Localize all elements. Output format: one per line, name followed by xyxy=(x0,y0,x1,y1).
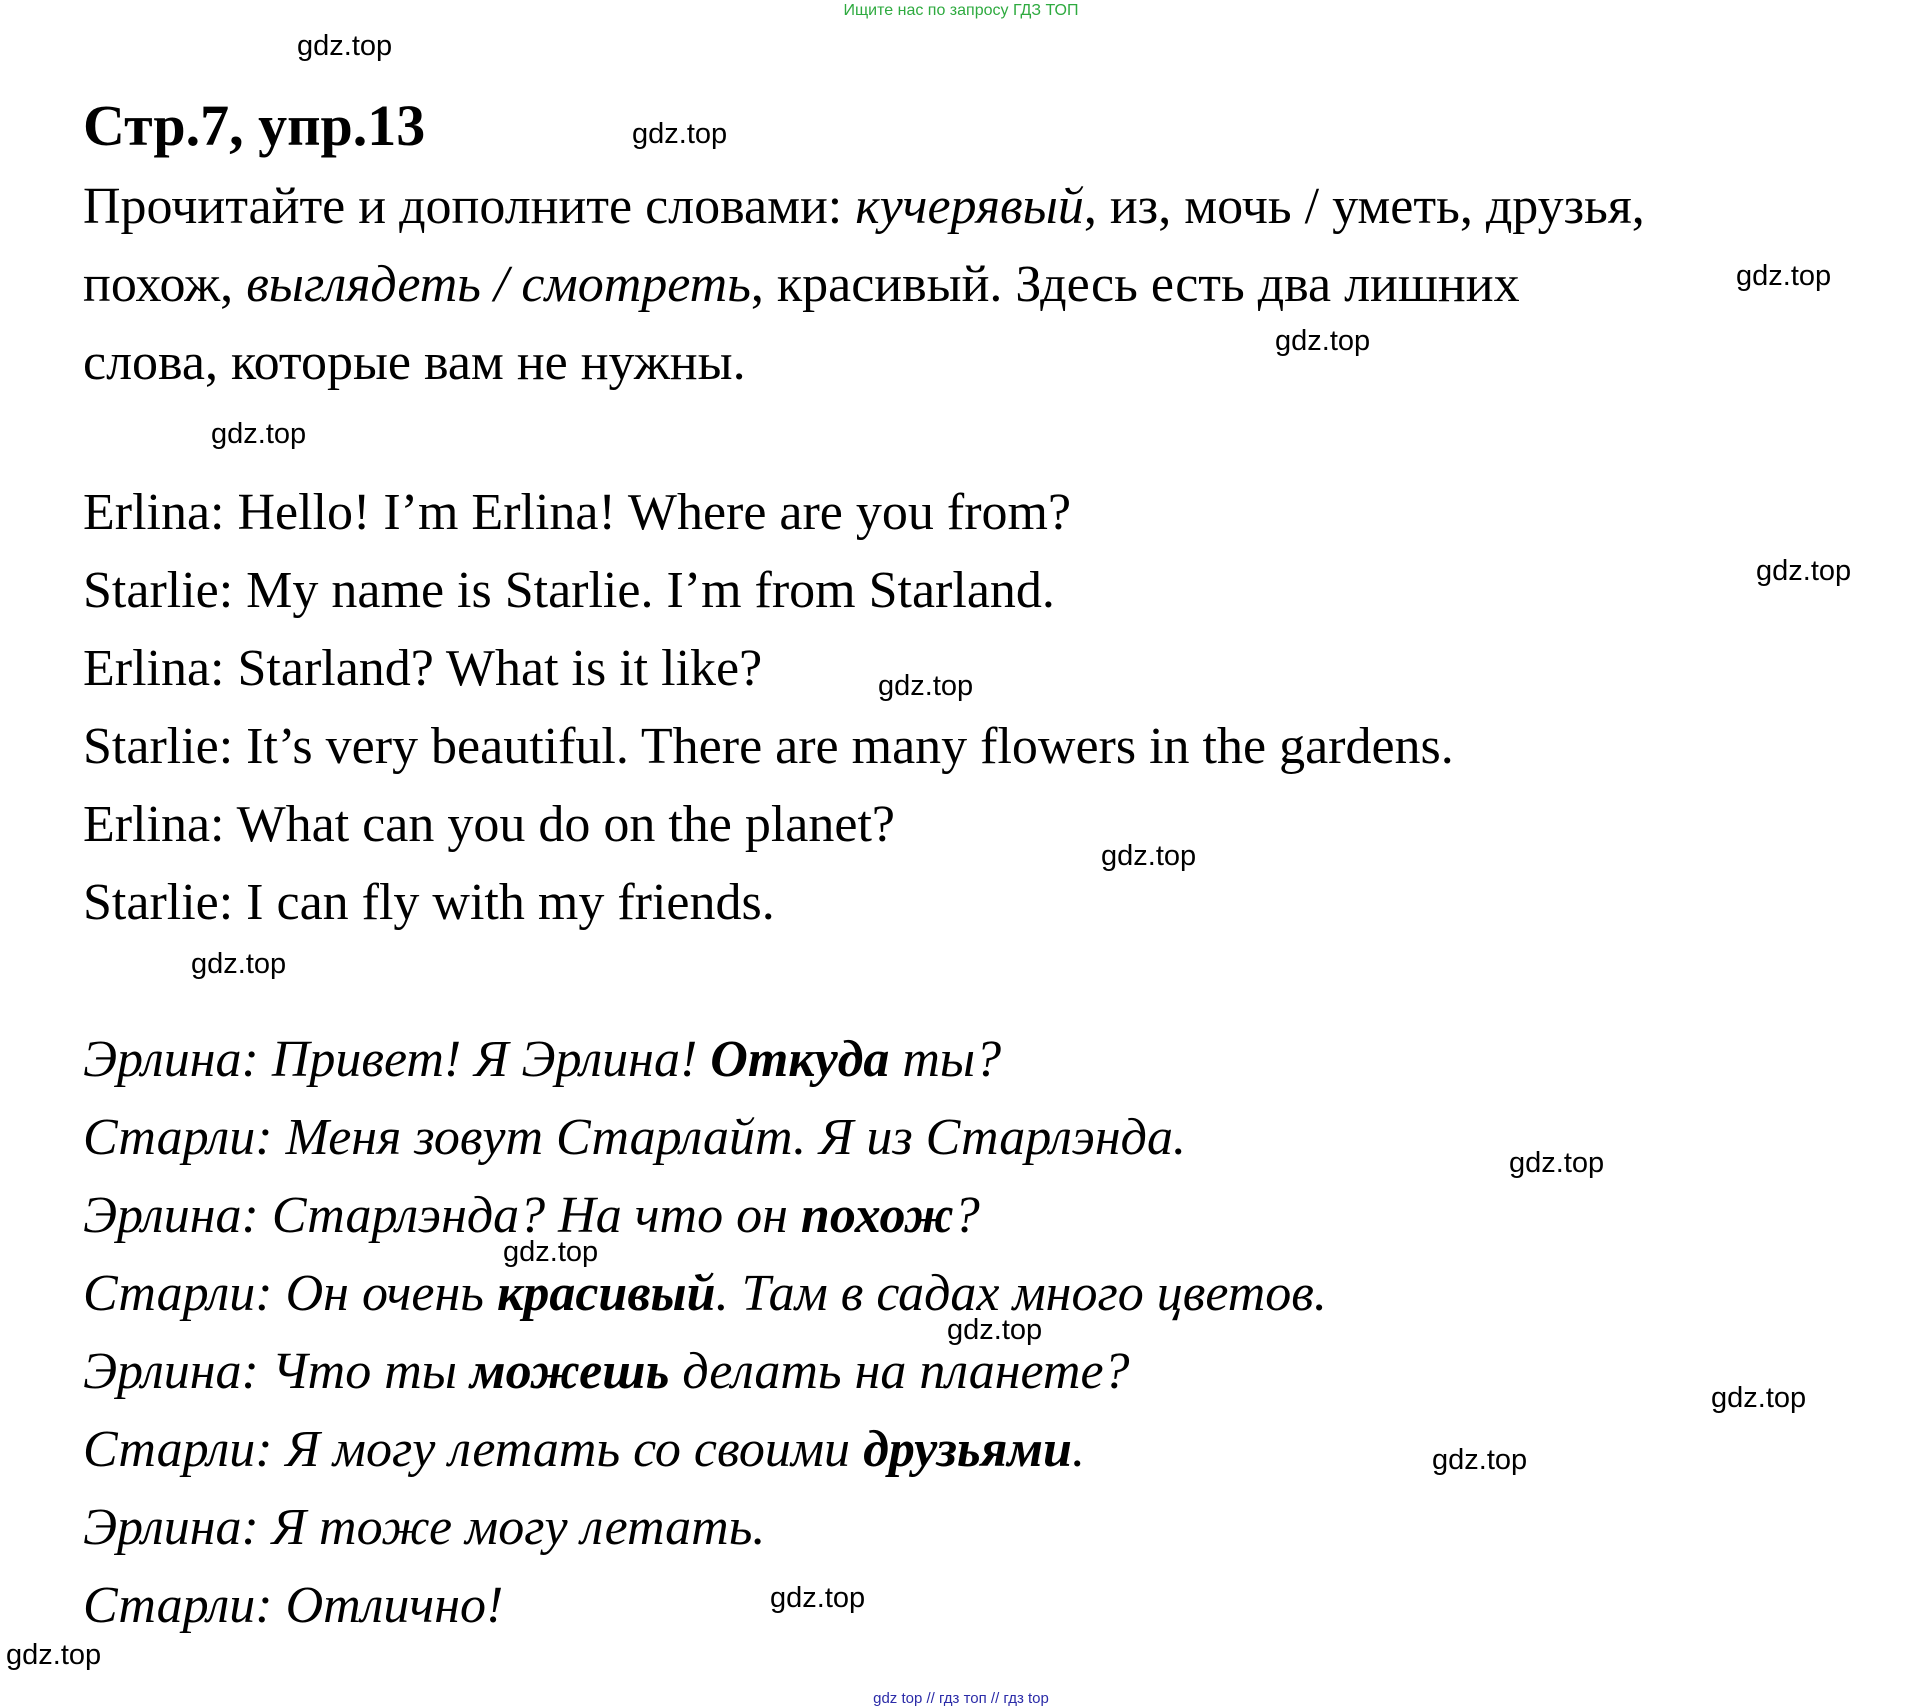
ru-text: Эрлина: Что ты xyxy=(83,1343,471,1400)
watermark: gdz.top xyxy=(503,1236,599,1268)
watermark: gdz.top xyxy=(1101,840,1197,872)
watermark: gdz.top xyxy=(297,30,393,62)
dialogue-line-en: Starlie: I can fly with my friends. xyxy=(83,874,775,931)
watermark: gdz.top xyxy=(1756,555,1852,587)
ru-text: . Там в садах много цветов. xyxy=(715,1265,1327,1322)
watermark: gdz.top xyxy=(878,670,974,702)
page-title: Стр.7, упр.13 xyxy=(83,93,426,158)
instruction-text: похож, xyxy=(83,256,247,313)
ru-text: Старли: Меня зовут Старлайт. Я из Старлэнда. xyxy=(83,1109,1186,1166)
ru-text: Старли: Он очень xyxy=(83,1265,497,1322)
instruction-text: Прочитайте и дополните словами: xyxy=(83,178,856,235)
ru-text: Эрлина: Привет! Я Эрлина! xyxy=(83,1031,711,1088)
dialogue-line-en: Erlina: Hello! I’m Erlina! Where are you from? xyxy=(83,484,1072,541)
watermark: gdz.top xyxy=(1275,325,1371,357)
watermark: gdz.top xyxy=(1711,1382,1807,1414)
ru-text: ты? xyxy=(889,1031,1002,1088)
word-look: выглядеть / смотреть xyxy=(246,256,751,313)
word-curly: кучерявый xyxy=(855,178,1084,235)
dialogue-line-ru xyxy=(83,1264,1327,1323)
ru-answer: похож xyxy=(800,1187,954,1244)
ru-text: Старли: Я могу летать со своими xyxy=(83,1421,864,1478)
ru-answer: можешь xyxy=(470,1343,670,1400)
ru-answer: красивый xyxy=(496,1265,716,1322)
dialogue-line-en: Erlina: Starland? What is it like? xyxy=(83,640,763,697)
dialogue-line-ru xyxy=(83,1108,1186,1167)
instruction-line-3: слова, которые вам не нужны. xyxy=(83,334,746,391)
watermark: gdz.top xyxy=(1736,260,1832,292)
instruction-text: , из, мочь / уметь, друзья, xyxy=(1083,178,1645,235)
watermark: gdz.top xyxy=(947,1314,1043,1346)
dialogue-line-ru xyxy=(83,1576,503,1635)
instruction-line-2 xyxy=(83,246,1520,324)
ru-text: Эрлина: Я тоже могу летать. xyxy=(83,1499,766,1556)
watermark: gdz.top xyxy=(191,948,287,980)
ru-text: Эрлина: Старлэнда? На что он xyxy=(83,1187,801,1244)
watermark: gdz.top xyxy=(211,418,307,450)
top-banner: Ищите нас по запросу ГДЗ ТОП xyxy=(843,2,1079,19)
dialogue-line-en: Starlie: It’s very beautiful. There are many flowers in the gardens. xyxy=(83,718,1454,775)
ru-answer: Откуда xyxy=(710,1031,890,1088)
dialogue-line-en: Erlina: What can you do on the planet? xyxy=(83,796,895,853)
dialogue-line-ru xyxy=(83,1498,765,1557)
ru-text: . xyxy=(1071,1421,1085,1478)
ru-text: Старли: Отлично! xyxy=(83,1577,504,1634)
dialogue-line-ru xyxy=(83,1030,1001,1089)
dialogue-line-en: Starlie: My name is Starlie. I’m from Starland. xyxy=(83,562,1055,619)
instruction-line-1 xyxy=(83,168,1645,246)
watermark: gdz.top xyxy=(770,1582,866,1614)
watermark: gdz.top xyxy=(1509,1147,1605,1179)
ru-text: делать на планете? xyxy=(669,1343,1130,1400)
watermark: gdz.top xyxy=(632,118,728,150)
ru-text: ? xyxy=(953,1187,980,1244)
watermark: gdz.top xyxy=(1432,1444,1528,1476)
ru-answer: друзьями xyxy=(863,1421,1072,1478)
dialogue-line-ru xyxy=(83,1420,1085,1479)
dialogue-line-ru xyxy=(83,1342,1130,1401)
instruction-text: , красивый. Здесь есть два лишних xyxy=(750,256,1520,313)
footer-watermark: gdz top // гдз топ // гдз top xyxy=(873,1690,1049,1707)
watermark: gdz.top xyxy=(6,1639,102,1671)
